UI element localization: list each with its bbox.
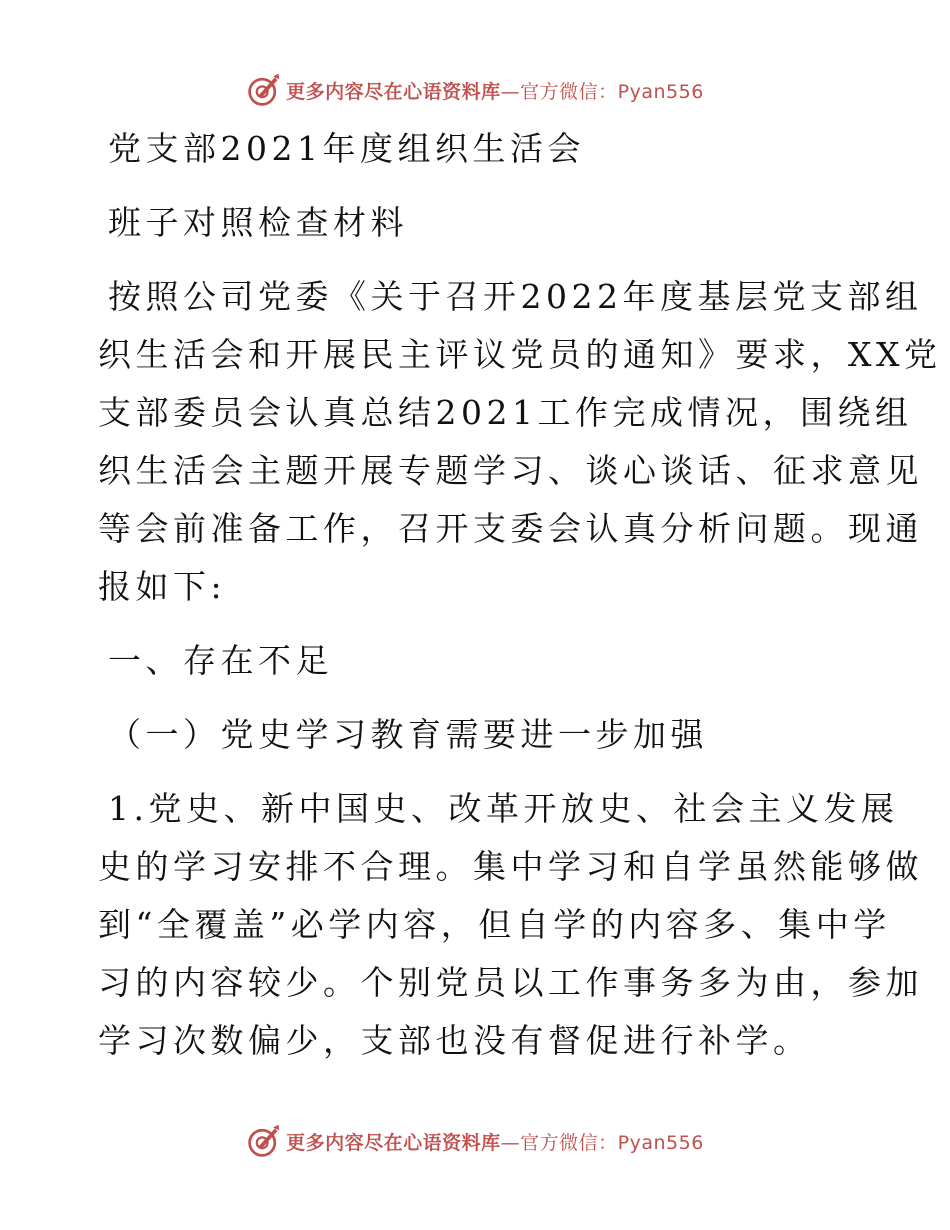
watermark-wechat: 官方微信：Pyan556 <box>520 80 704 103</box>
watermark-dash: — <box>500 80 521 103</box>
intro-paragraph <box>98 268 942 616</box>
header-watermark <box>0 70 950 110</box>
intro-line: 按照公司党委《关于召开2022年度基层党支部组 <box>108 277 923 316</box>
watermark-wechat: 官方微信：Pyan556 <box>520 1131 704 1154</box>
footer-watermark <box>0 1121 950 1161</box>
watermark-dash: — <box>500 1131 521 1154</box>
intro-line: 支部委员会认真总结2021工作完成情况，围绕组 <box>98 393 913 432</box>
item-line: 史的学习安排不合理。集中学习和自学虽然能够做 <box>98 847 923 886</box>
document-body <box>98 120 942 1086</box>
intro-line: 织生活会主题开展专题学习、谈心谈话、征求意见 <box>98 451 923 490</box>
item-line: 到“全覆盖”必学内容，但自学的内容多、集中学 <box>98 905 891 944</box>
document-subtitle: 班子对照检查材料 <box>108 203 408 242</box>
document-title: 党支部2021年度组织生活会 <box>108 129 585 168</box>
item-paragraph <box>98 780 923 1070</box>
intro-line: 报如下: <box>98 567 227 606</box>
brand-logo-icon <box>246 72 282 108</box>
section-heading: 一、存在不足 <box>108 641 333 680</box>
item-line: 习的内容较少。个别党员以工作事务多为由，参加 <box>98 963 923 1002</box>
item-line: 学习次数偏少，支部也没有督促进行补学。 <box>98 1021 811 1060</box>
brand-logo-icon <box>246 1123 282 1159</box>
subsection-heading: （一）党史学习教育需要进一步加强 <box>108 715 708 754</box>
intro-line: 等会前准备工作，召开支委会认真分析问题。现通 <box>98 509 923 548</box>
watermark-text: 更多内容尽在心语资料库 <box>286 1131 501 1154</box>
item-line: 1.党史、新中国史、改革开放史、社会主义发展 <box>108 789 899 828</box>
watermark-text: 更多内容尽在心语资料库 <box>286 80 501 103</box>
intro-line: 织生活会和开展民主评议党员的通知》要求，XX党 <box>98 335 942 374</box>
